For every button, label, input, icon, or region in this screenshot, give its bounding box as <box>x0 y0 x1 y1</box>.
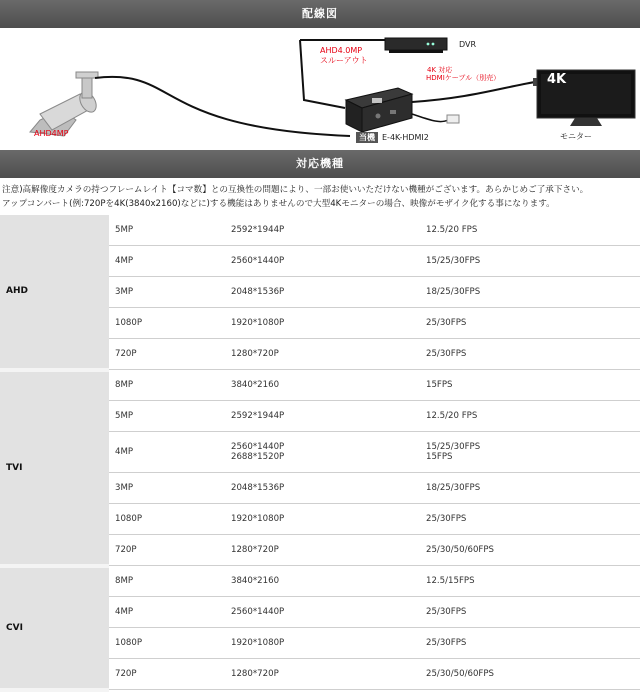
resolution-cell-text: 1920*1080P <box>231 318 285 328</box>
resolution-cell <box>225 504 420 535</box>
monitor-label: モニター <box>560 132 592 141</box>
framerate-cell-text: 12.5/15FPS <box>426 576 475 586</box>
product-name: E-4K-HDMI2 <box>382 133 429 142</box>
resolution-cell-text: 1280*720P <box>231 349 279 359</box>
resolution-cell <box>225 277 420 308</box>
hdmi-cable-label-line1: 4K 対応 <box>427 66 453 74</box>
resolution-cell-text: 2048*1536P <box>231 287 285 297</box>
framerate-cell <box>420 597 640 628</box>
megapixel-cell <box>109 215 225 246</box>
camera-label: AHD4MP <box>34 129 69 138</box>
framerate-cell <box>420 246 640 277</box>
framerate-cell <box>420 277 640 308</box>
megapixel-cell <box>109 504 225 535</box>
framerate-cell-text: 12.5/20 FPS <box>426 411 478 421</box>
resolution-cell-text: 3840*2160 <box>231 380 280 390</box>
megapixel-cell-text: 5MP <box>115 411 134 421</box>
resolution-cell <box>225 215 420 246</box>
megapixel-cell <box>109 473 225 504</box>
wiring-diagram <box>0 28 640 150</box>
passthrough-label-line2: スルーアウト <box>320 56 368 65</box>
framerate-cell <box>420 308 640 339</box>
framerate-cell-text: 12.5/20 FPS <box>426 225 478 235</box>
framerate-cell <box>420 473 640 504</box>
megapixel-cell-text: 720P <box>115 545 137 555</box>
resolution-cell-text: 2048*1536P <box>231 483 285 493</box>
resolution-cell <box>225 566 420 597</box>
framerate-cell-text: 25/30FPS <box>426 349 467 359</box>
framerate-cell-text: 15/25/30FPS <box>426 256 481 266</box>
framerate-cell <box>420 339 640 370</box>
framerate-cell-text: 15/25/30FPS <box>426 442 481 452</box>
framerate-cell <box>420 215 640 246</box>
framerate-cell <box>420 370 640 401</box>
megapixel-cell-text: 1080P <box>115 514 143 524</box>
megapixel-cell-text: 4MP <box>115 256 134 266</box>
resolution-cell <box>225 628 420 659</box>
resolution-cell-text-2: 2688*1520P <box>231 452 285 462</box>
resolution-cell-text: 2592*1944P <box>231 411 285 421</box>
megapixel-cell <box>109 535 225 566</box>
megapixel-cell-text: 1080P <box>115 638 143 648</box>
table-row <box>0 370 640 401</box>
megapixel-cell <box>109 370 225 401</box>
product-caption <box>356 132 429 143</box>
megapixel-cell <box>109 432 225 473</box>
group-label: TVI <box>0 370 109 566</box>
resolution-cell <box>225 370 420 401</box>
framerate-cell <box>420 566 640 597</box>
megapixel-cell-text: 3MP <box>115 483 134 493</box>
megapixel-cell <box>109 659 225 690</box>
framerate-cell <box>420 535 640 566</box>
megapixel-cell <box>109 628 225 659</box>
megapixel-cell-text: 8MP <box>115 380 134 390</box>
framerate-cell-text: 25/30/50/60FPS <box>426 545 495 555</box>
resolution-cell-text: 1280*720P <box>231 669 279 679</box>
converter-device-image <box>346 88 412 132</box>
megapixel-cell-text: 5MP <box>115 225 134 235</box>
megapixel-cell-text: 8MP <box>115 576 134 586</box>
framerate-cell <box>420 628 640 659</box>
megapixel-cell-text: 720P <box>115 349 137 359</box>
megapixel-cell-text: 3MP <box>115 287 134 297</box>
resolution-cell-text: 2560*1440P <box>231 256 285 266</box>
passthrough-label-line1: AHD4.0MP <box>320 46 363 55</box>
framerate-cell-text: 15FPS <box>426 380 453 390</box>
resolution-cell-text: 2560*1440P <box>231 607 285 617</box>
megapixel-cell-text: 4MP <box>115 447 134 457</box>
group-label: CVI <box>0 566 109 690</box>
megapixel-cell <box>109 339 225 370</box>
resolution-cell <box>225 597 420 628</box>
resolution-cell-text: 2592*1944P <box>231 225 285 235</box>
resolution-cell <box>225 339 420 370</box>
framerate-cell-text-2: 15FPS <box>426 452 453 462</box>
resolution-cell-text: 3840*2160 <box>231 576 280 586</box>
framerate-cell-text: 25/30FPS <box>426 514 467 524</box>
resolution-cell-text: 2560*1440P <box>231 442 285 452</box>
table-row <box>0 215 640 246</box>
megapixel-cell <box>109 277 225 308</box>
framerate-cell <box>420 432 640 473</box>
megapixel-cell <box>109 566 225 597</box>
megapixel-cell <box>109 401 225 432</box>
megapixel-cell <box>109 246 225 277</box>
group-label: AHD <box>0 215 109 370</box>
hdmi-cable-label-line2: HDMIケーブル（別売） <box>426 74 501 82</box>
framerate-cell-text: 18/25/30FPS <box>426 287 481 297</box>
camera-image <box>30 72 100 136</box>
framerate-cell <box>420 659 640 690</box>
resolution-cell-text: 1280*720P <box>231 545 279 555</box>
resolution-cell <box>225 246 420 277</box>
resolution-cell <box>225 432 420 473</box>
framerate-cell <box>420 504 640 535</box>
wiring-diagram-header: 配線図 <box>0 0 640 28</box>
framerate-cell-text: 25/30/50/60FPS <box>426 669 495 679</box>
dvr-label: DVR <box>459 40 477 49</box>
resolution-cell <box>225 535 420 566</box>
resolution-cell <box>225 308 420 339</box>
table-row <box>0 566 640 597</box>
framerate-cell-text: 25/30FPS <box>426 607 467 617</box>
dvr-image <box>385 38 447 53</box>
product-badge: 当機 <box>356 132 378 143</box>
resolution-cell-text: 1920*1080P <box>231 638 285 648</box>
megapixel-cell <box>109 597 225 628</box>
resolution-cell <box>225 401 420 432</box>
resolution-cell <box>225 473 420 504</box>
framerate-cell-text: 25/30FPS <box>426 318 467 328</box>
megapixel-cell <box>109 308 225 339</box>
framerate-cell-text: 18/25/30FPS <box>426 483 481 493</box>
compat-table <box>0 215 640 692</box>
resolution-cell <box>225 659 420 690</box>
framerate-cell-text: 25/30FPS <box>426 638 467 648</box>
compat-notes <box>0 178 640 215</box>
megapixel-cell-text: 720P <box>115 669 137 679</box>
monitor-screen-text: 4K <box>547 72 567 87</box>
compat-note-2: アップコンバート(例:720Pを4K(3840x2160)などに)する機能はありませんので大型4Kモニターの場合、映像がモザイク化する事になります。 <box>2 199 555 209</box>
resolution-cell-text: 1920*1080P <box>231 514 285 524</box>
framerate-cell <box>420 401 640 432</box>
compat-header: 対応機種 <box>0 150 640 178</box>
megapixel-cell-text: 1080P <box>115 318 143 328</box>
compat-note-1: 注意)高解像度カメラの持つフレームレイト【コマ数】との互換性の問題により、一部お使いいただけない機種がございます。あらかじめご了承下さい。 <box>2 185 589 195</box>
megapixel-cell-text: 4MP <box>115 607 134 617</box>
